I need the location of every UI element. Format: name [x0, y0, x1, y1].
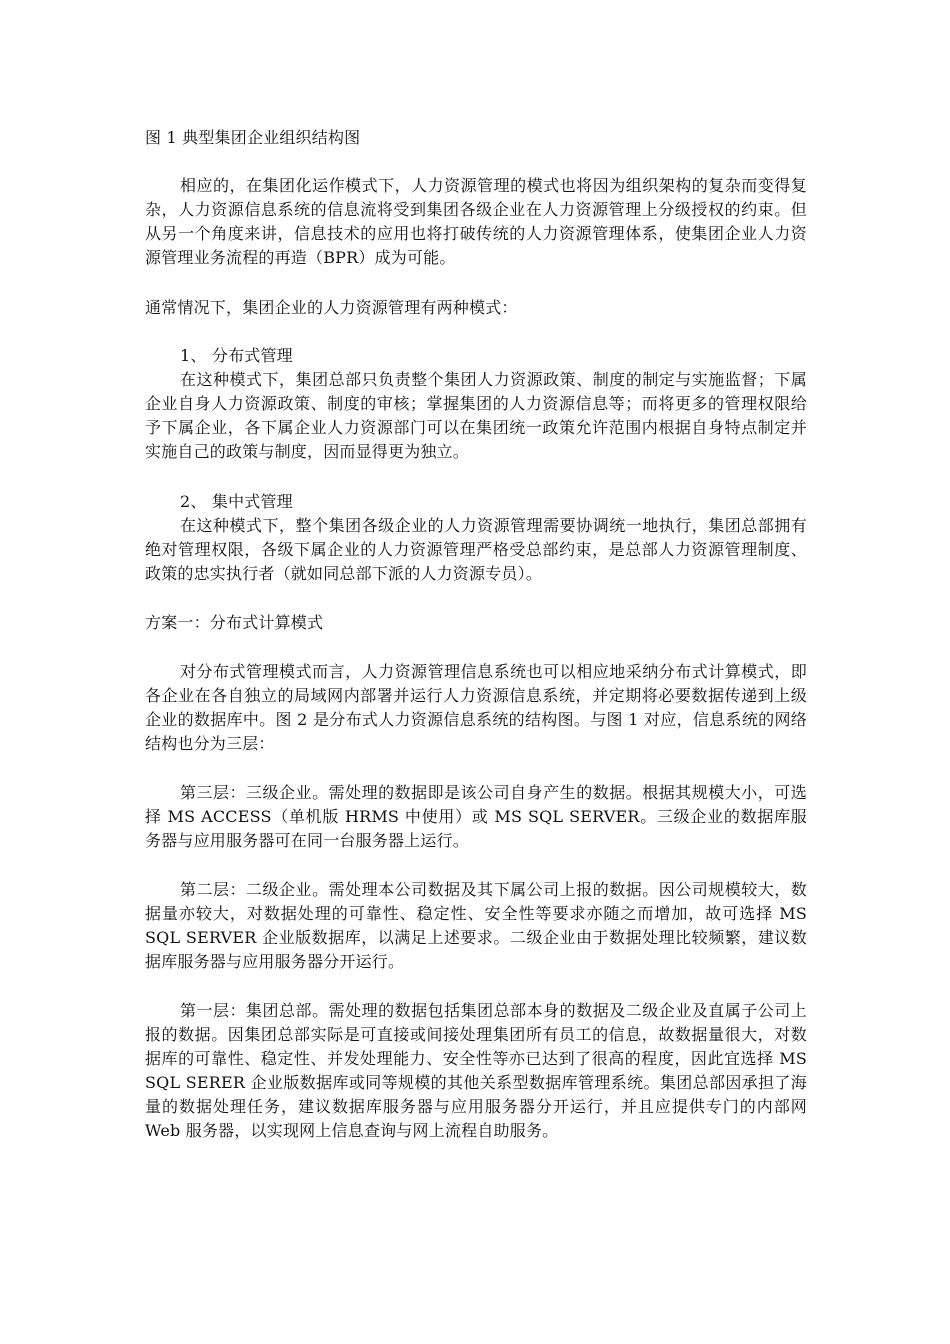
paragraph-intro: 相应的，在集团化运作模式下，人力资源管理的模式也将因为组织架构的复杂而变得复杂，人力资源信息系统的信息流将受到集团各级企业在人力资源管理上分级授权的约束。但从另一个角度来讲，信息技术的应用也将打破传统的人力资源管理体系，使集团企业人力资源管理业务流程的再造（BPR）成为可能。 [145, 176, 807, 267]
scheme-title: 方案一：分布式计算模式 [145, 613, 324, 632]
paragraph-modes: 通常情况下，集团企业的人力资源管理有两种模式： [145, 298, 518, 317]
item-centralized-body: 在这种模式下，整个集团各级企业的人力资源管理需要协调统一地执行，集团总部拥有绝对管理权限，各级下属企业的人力资源管理严格受总部约束，是总部人力资源管理制度、政策的忠实执行者（就如同总部下派的人力资源专员）。 [145, 516, 807, 583]
paragraph-layer3: 第三层：三级企业。需处理的数据即是该公司自身产生的数据。根据其规模大小，可选择 MS ACCESS（单机版 HRMS 中使用）或 MS SQL SERVER。三级企业的数据库服务器与应用服务器可在同一台服务器上运行。 [145, 783, 807, 850]
paragraph-layer1: 第一层：集团总部。需处理的数据包括集团总部本身的数据及二级企业及直属子公司上报的数据。因集团总部实际是可直接或间接处理集团所有员工的信息，故数据量很大，对数据库的可靠性、稳定性、并发处理能力、安全性等亦已达到了很高的程度，因此宜选择 MS SQL SERER 企业版数据库或同等规模的其他关系型数据库管理系统。集团总部因承担了海量的数据处理任务，建议数据库服务器与应用服务器分开运行，并且应提供专门的内部网 Web 服务器，以实现网上信息查询与网上流程自助服务。 [145, 1001, 807, 1140]
item-distributed-body: 在这种模式下，集团总部只负责整个集团人力资源政策、制度的制定与实施监督；下属企业自身人力资源政策、制度的审核；掌握集团的人力资源信息等；而将更多的管理权限给予下属企业，各下属企业人力资源部门可以在集团统一政策允许范围内根据自身特点制定并实施自己的政策与制度，因而显得更为独立。 [145, 370, 807, 461]
paragraph-layer2: 第二层：二级企业。需处理本公司数据及其下属公司上报的数据。因公司规模较大，数据量亦较大，对数据处理的可靠性、稳定性、安全性等要求亦随之而增加，故可选择 MS SQL SERVER 企业版数据库，以满足上述要求。二级企业由于数据处理比较频繁，建议数据库服务器与应用服务器分开运行。 [145, 880, 807, 971]
paragraph-scheme: 对分布式管理模式而言，人力资源管理信息系统也可以相应地采纳分布式计算模式，即各企业在各自独立的局域网内部署并运行人力资源信息系统，并定期将必要数据传递到上级企业的数据库中。图 2 是分布式人力资源信息系统的结构图。与图 1 对应，信息系统的网络结构也分为三层： [145, 662, 807, 753]
item-centralized-title: 2、 集中式管理 [180, 492, 293, 511]
item-distributed-title: 1、 分布式管理 [180, 346, 293, 365]
figure-caption: 图 1 典型集团企业组织结构图 [145, 128, 361, 147]
